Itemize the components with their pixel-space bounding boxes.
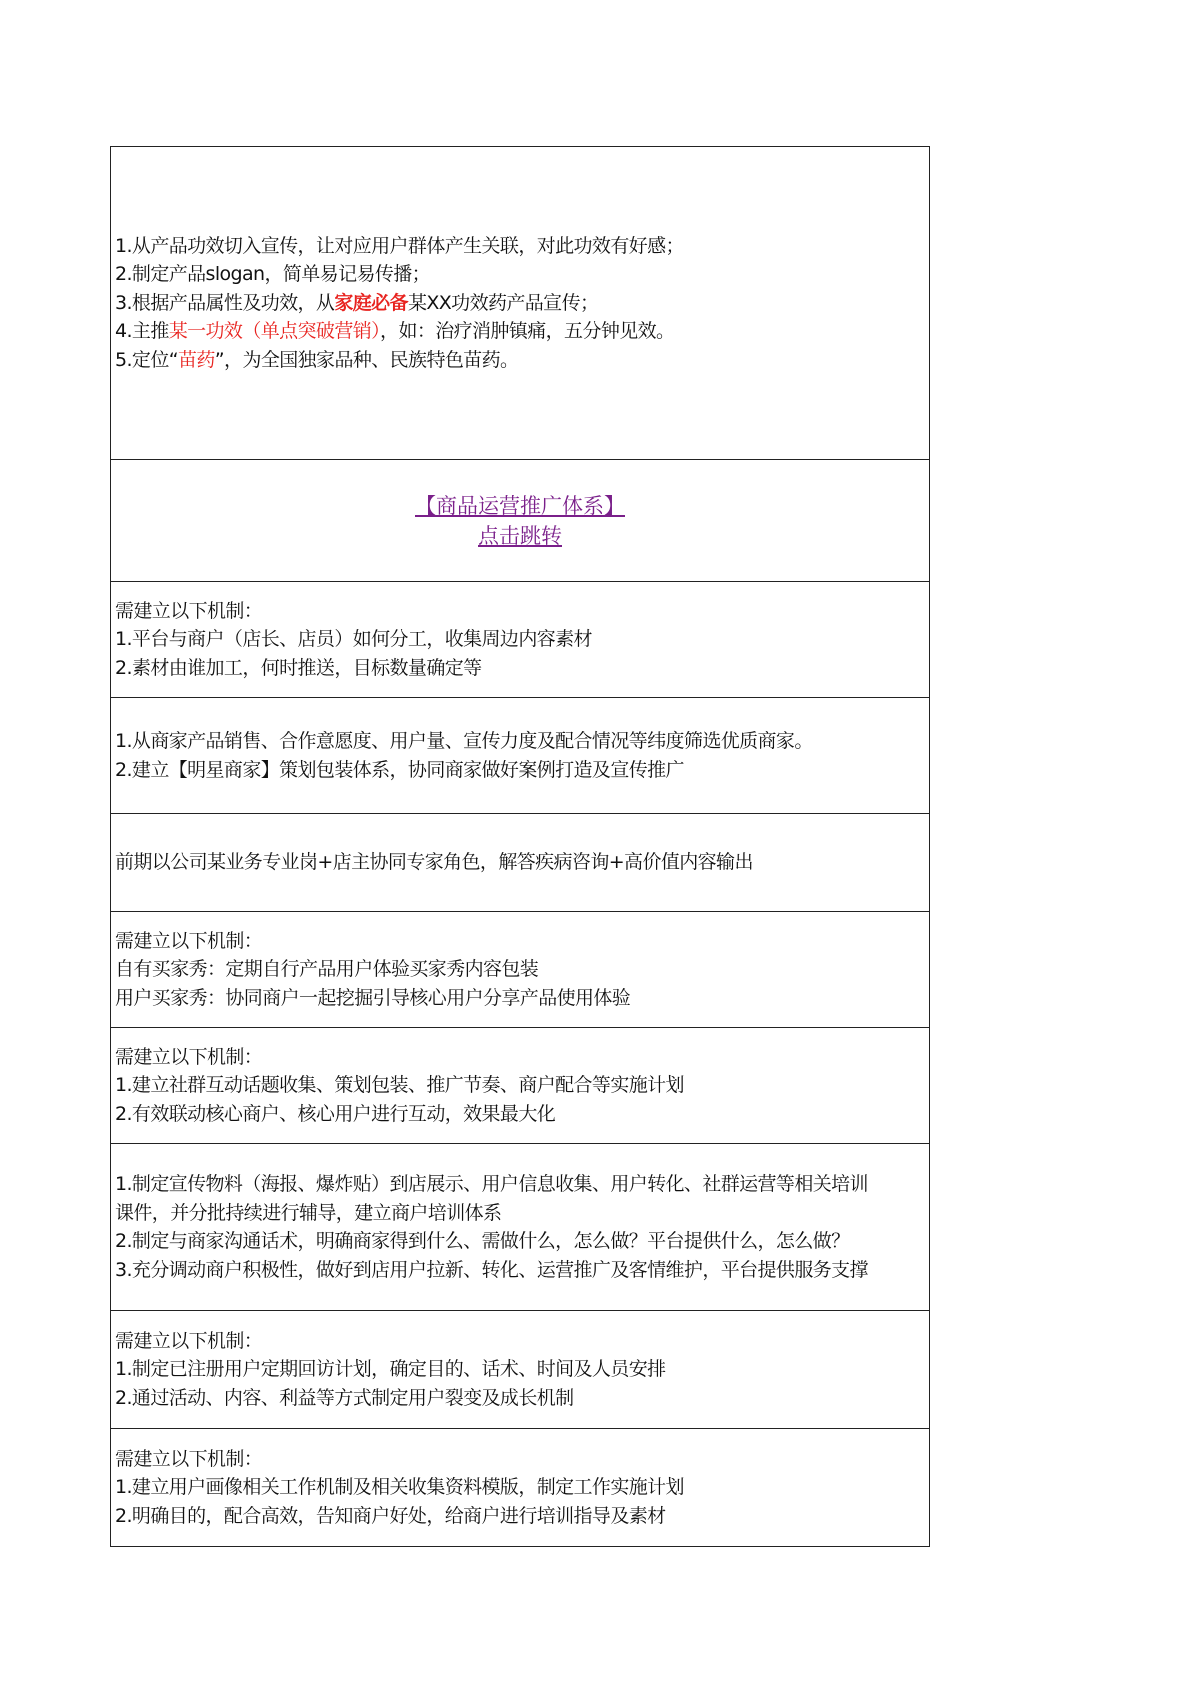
text-segment: 2.明确目的，配合高效，告知商户好处，给商户进行培训指导及素材 — [115, 1504, 666, 1527]
cell-expert-role — [111, 813, 929, 911]
text-line — [115, 317, 925, 346]
cell-content-collection — [111, 581, 929, 697]
text-segment: 需建立以下机制： — [115, 599, 263, 622]
cell-user-profile — [111, 1428, 929, 1546]
text-line — [115, 1100, 925, 1129]
text-line — [115, 346, 925, 375]
text-segment: 1.建立社群互动话题收集、策划包装、推广节奏、商户配合等实施计划 — [115, 1074, 684, 1097]
text-segment: 2.通过活动、内容、利益等方式制定用户裂变及成长机制 — [115, 1386, 574, 1409]
text-line — [115, 654, 925, 683]
text-segment: 课件，并分批持续进行辅导，建立商户培训体系 — [115, 1201, 502, 1224]
text-line — [115, 848, 925, 877]
cell-star-merchant — [111, 697, 929, 813]
cell-link — [111, 459, 929, 581]
link-product-operation-system[interactable]: 【商品运营推广体系】 — [415, 493, 625, 518]
text-segment: 前期以公司某业务专业岗+店主协同专家角色，解答疾病咨询+高价值内容输出 — [115, 851, 753, 874]
text-segment: 需建立以下机制： — [115, 1447, 263, 1470]
text-line — [115, 1384, 925, 1413]
text-segment: 5.定位“ — [115, 348, 178, 371]
link-click-to-jump[interactable]: 点击跳转 — [478, 523, 562, 548]
text-segment: 2.素材由谁加工，何时推送，目标数量确定等 — [115, 656, 482, 679]
text-line — [115, 1199, 925, 1228]
text-segment: 2.制定产品slogan，简单易记易传播； — [115, 263, 431, 286]
text-line — [115, 1473, 925, 1502]
highlight-text: 某一功效（单点突破营销） — [168, 320, 381, 343]
text-segment: 自有买家秀：定期自行产品用户体验买家秀内容包装 — [115, 958, 539, 981]
text-line — [115, 1445, 925, 1474]
text-segment: 某XX功效药产品宣传； — [407, 291, 599, 314]
text-segment: 2.制定与商家沟通话术，明确商家得到什么、需做什么，怎么做？平台提供什么，怎么做？ — [115, 1230, 850, 1252]
highlight-text: 苗药 — [177, 348, 215, 371]
cell-buyer-show — [111, 911, 929, 1027]
text-line — [115, 984, 925, 1013]
text-line — [115, 727, 925, 756]
text-line — [115, 625, 925, 654]
content-table — [110, 146, 930, 1547]
text-segment: ，如：治疗消肿镇痛，五分钟见效。 — [380, 320, 675, 343]
text-segment: 1.从产品功效切入宣传，让对应用户群体产生关联，对此功效有好感； — [115, 234, 684, 257]
text-segment: 2.有效联动核心商户、核心用户进行互动，效果最大化 — [115, 1102, 556, 1125]
cell-merchant-training — [111, 1143, 929, 1310]
text-segment: 1.建立用户画像相关工作机制及相关收集资料模版，制定工作实施计划 — [115, 1476, 684, 1499]
text-segment: 4.主推 — [115, 320, 169, 343]
text-line — [115, 597, 925, 626]
text-segment: 1.平台与商户（店长、店员）如何分工，收集周边内容素材 — [115, 628, 592, 651]
text-line — [115, 756, 925, 785]
text-segment: 1.从商家产品销售、合作意愿度、用户量、宣传力度及配合情况等纬度筛选优质商家。 — [115, 730, 813, 752]
text-line — [115, 1227, 925, 1256]
text-segment: 3.根据产品属性及功效，从 — [115, 291, 335, 314]
text-segment: 需建立以下机制： — [115, 1329, 263, 1352]
text-line — [115, 260, 925, 289]
text-segment: 1.制定已注册用户定期回访计划，确定目的、话术、时间及人员安排 — [115, 1358, 666, 1381]
text-line — [115, 1327, 925, 1356]
text-line — [115, 1502, 925, 1531]
text-line — [115, 955, 925, 984]
text-segment: 需建立以下机制： — [115, 929, 263, 952]
highlight-text: 家庭必备 — [334, 291, 408, 314]
text-line — [115, 232, 925, 261]
text-segment: 需建立以下机制： — [115, 1045, 263, 1068]
cell-community-interaction — [111, 1027, 929, 1143]
text-segment: 用户买家秀：协同商户一起挖掘引导核心用户分享产品使用体验 — [115, 986, 631, 1009]
text-segment: 3.充分调动商户积极性，做好到店用户拉新、转化、运营推广及客情维护，平台提供服务支撑 — [115, 1258, 868, 1281]
text-line — [115, 1043, 925, 1072]
text-line — [115, 1256, 925, 1285]
text-line — [115, 1170, 925, 1199]
text-line — [115, 1355, 925, 1384]
text-line — [115, 289, 925, 318]
text-line — [115, 927, 925, 956]
cell-product-positioning — [111, 147, 929, 459]
text-segment: 2.建立【明星商家】策划包装体系，协同商家做好案例打造及宣传推广 — [115, 758, 684, 781]
text-line — [115, 1071, 925, 1100]
text-segment: 1.制定宣传物料（海报、爆炸贴）到店展示、用户信息收集、用户转化、社群运营等相关培训 — [115, 1173, 868, 1195]
text-segment: ”，为全国独家品种、民族特色苗药。 — [214, 348, 519, 371]
cell-user-followup — [111, 1310, 929, 1428]
